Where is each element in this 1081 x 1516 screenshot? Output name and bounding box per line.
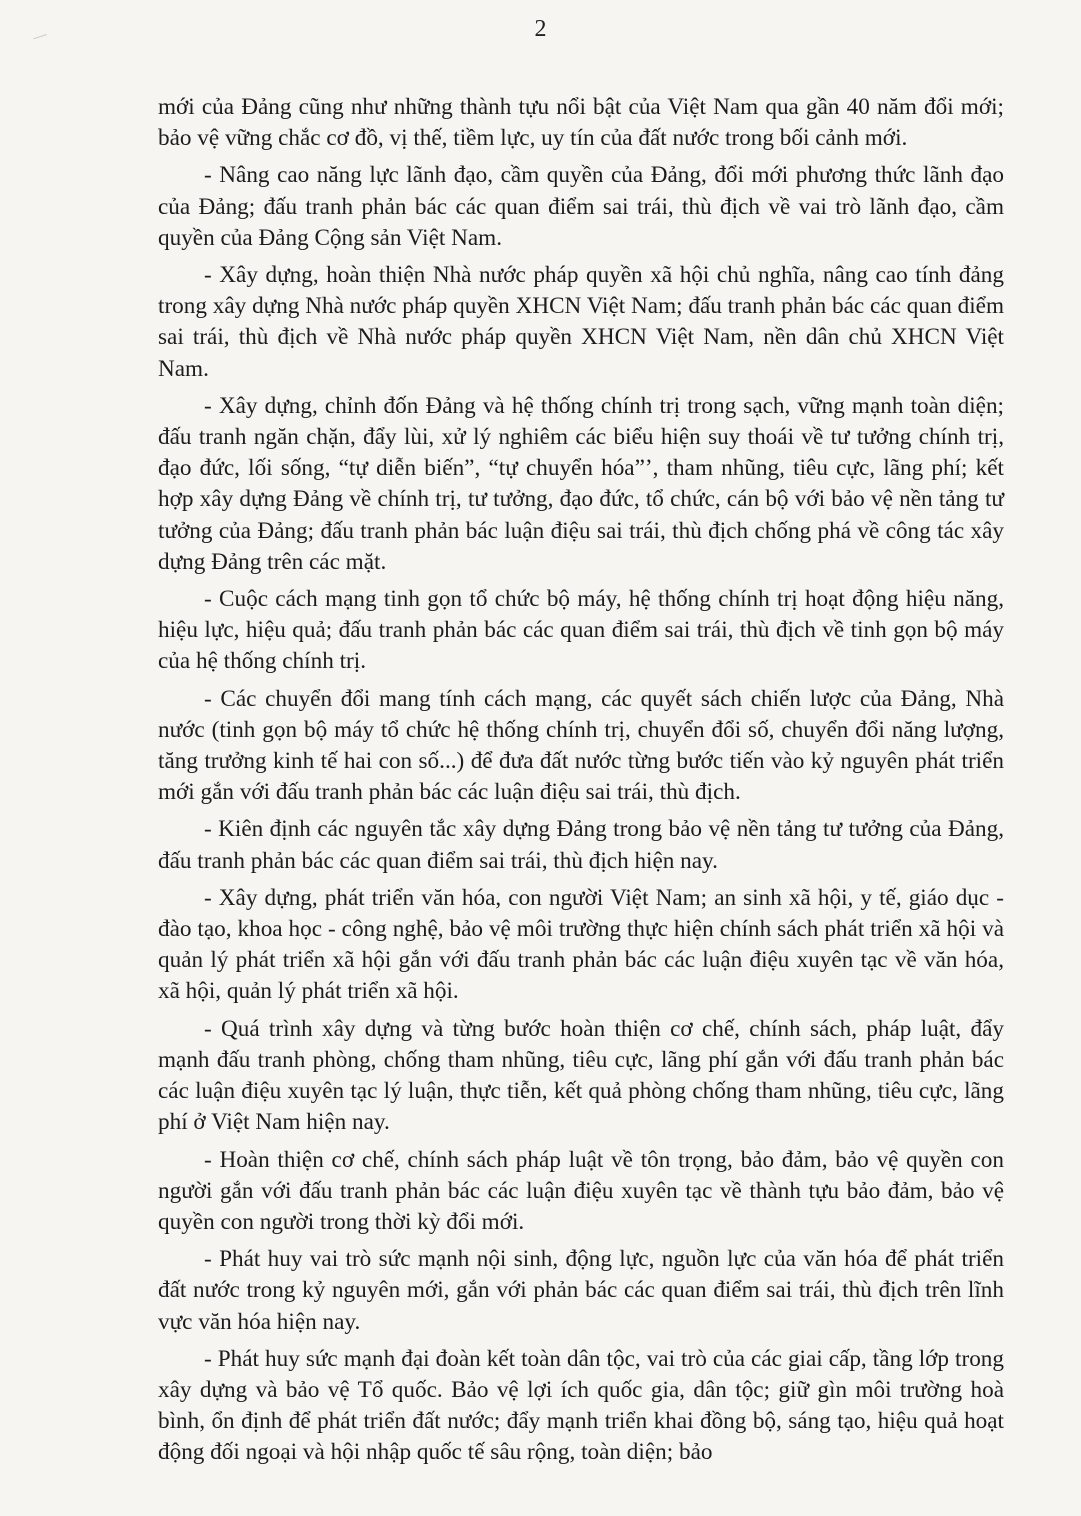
paragraph: - Phát huy sức mạnh đại đoàn kết toàn dân tộc, vai trò của các giai cấp, tầng lớp trong xây dựng và bảo vệ Tổ quốc. Bảo vệ lợi ích quốc gia, dân tộc; giữ gìn môi trường hoà bình, ổn định để phát triển đất nước; đẩy mạnh triển khai đồng bộ, sáng tạo, hiệu quả hoạt động đối ngoại và hội nhập quốc tế sâu rộng, toàn diện; bảo (158, 1345, 1004, 1466)
paragraph: - Kiên định các nguyên tắc xây dựng Đảng trong bảo vệ nền tảng tư tưởng của Đảng, đấu tranh phản bác các quan điểm sai trái, thù địch hiện nay. (158, 816, 1004, 874)
paragraph: - Xây dựng, hoàn thiện Nhà nước pháp quyền xã hội chủ nghĩa, nâng cao tính đảng trong xây dựng Nhà nước pháp quyền XHCN Việt Nam; đấu tranh phản bác các quan điểm sai trái, thù địch về Nhà nước pháp quyền XHCN Việt Nam, nền dân chủ XHCN Việt Nam. (158, 262, 1004, 382)
page-number: 2 (534, 16, 547, 42)
paragraph: - Nâng cao năng lực lãnh đạo, cầm quyền của Đảng, đổi mới phương thức lãnh đạo của Đảng; đấu tranh phản bác các quan điểm sai trái, thù địch về vai trò lãnh đạo, cầm quyền của Đảng Cộng sản Việt Nam. (158, 162, 1004, 251)
paragraph: - Cuộc cách mạng tinh gọn tổ chức bộ máy, hệ thống chính trị hoạt động hiệu năng, hiệu lực, hiệu quả; đấu tranh phản bác các quan điểm sai trái, thù địch về tinh gọn bộ máy của hệ thống chính trị. (158, 586, 1004, 675)
document-body (158, 92, 1004, 1475)
paragraph: - Xây dựng, chỉnh đốn Đảng và hệ thống chính trị trong sạch, vững mạnh toàn diện; đấu tranh ngăn chặn, đẩy lùi, xử lý nghiêm các biểu hiện suy thoái về tư tưởng chính trị, đạo đức, lối sống, “tự diễn biến”, “tự chuyển hóa”’, tham nhũng, tiêu cực, lãng phí; kết hợp xây dựng Đảng về chính trị, tư tưởng, đạo đức, tổ chức, cán bộ với bảo vệ nền tảng tư tưởng của Đảng; đấu tranh phản bác luận điệu sai trái, thù địch chống phá về công tác xây dựng Đảng trên các mặt. (158, 392, 1004, 575)
paragraph: - Hoàn thiện cơ chế, chính sách pháp luật về tôn trọng, bảo đảm, bảo vệ quyền con người gắn với đấu tranh phản bác các luận điệu xuyên tạc về thành tựu bảo đảm, bảo vệ quyền con người trong thời kỳ đổi mới. (158, 1146, 1004, 1235)
paragraph: - Xây dựng, phát triển văn hóa, con người Việt Nam; an sinh xã hội, y tế, giáo dục - đào tạo, khoa học - công nghệ, bảo vệ môi trường thực hiện chính sách phát triển xã hội và quản lý phát triển xã hội gắn với đấu tranh phản bác các luận điệu xuyên tạc về văn hóa, xã hội, quản lý phát triển xã hội. (158, 884, 1004, 1005)
paragraph: - Quá trình xây dựng và từng bước hoàn thiện cơ chế, chính sách, pháp luật, đẩy mạnh đấu tranh phòng, chống tham nhũng, tiêu cực, lãng phí gắn với đấu tranh phản bác các luận điệu xuyên tạc lý luận, thực tiễn, kết quả phòng chống tham nhũng, tiêu cực, lãng phí ở Việt Nam hiện nay. (158, 1015, 1004, 1136)
paragraph: mới của Đảng cũng như những thành tựu nổi bật của Việt Nam qua gần 40 năm đổi mới; bảo vệ vững chắc cơ đồ, vị thế, tiềm lực, uy tín của đất nước trong bối cảnh mới. (158, 94, 1004, 152)
paragraph: - Phát huy vai trò sức mạnh nội sinh, động lực, nguồn lực của văn hóa để phát triển đất nước trong kỷ nguyên mới, gắn với phản bác các quan điểm sai trái, thù địch trên lĩnh vực văn hóa hiện nay. (158, 1246, 1004, 1335)
paragraph: - Các chuyển đổi mang tính cách mạng, các quyết sách chiến lược của Đảng, Nhà nước (tinh gọn bộ máy tổ chức hệ thống chính trị, chuyển đổi số, chuyển đổi năng lượng, tăng trưởng kinh tế hai con số...) để đưa đất nước từng bước tiến vào kỷ nguyên phát triển mới gắn với đấu tranh phản bác các luận điệu sai trái, thù địch. (158, 685, 1004, 806)
